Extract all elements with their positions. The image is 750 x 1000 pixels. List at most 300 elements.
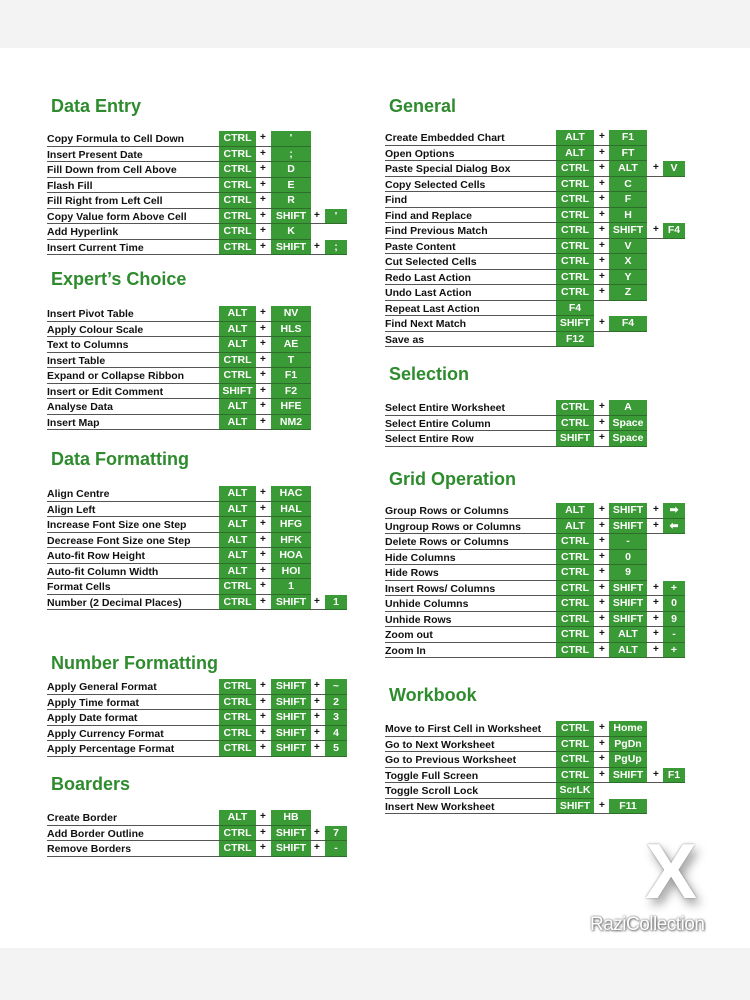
- key-cap: CTRL: [219, 841, 256, 857]
- shortcut-label: Decrease Font Size one Step: [47, 534, 191, 547]
- shortcut-label: Copy Formula to Cell Down: [47, 133, 185, 145]
- plus-sign: +: [653, 643, 659, 655]
- key-cap: CTRL: [556, 285, 594, 301]
- key-cap: ;: [325, 240, 347, 256]
- shortcut-label: Add Hyperlink: [47, 226, 119, 238]
- shortcut-label: Insert Current Time: [47, 241, 144, 254]
- key-cap: -: [325, 841, 347, 857]
- key-cap: SHIFT: [609, 503, 647, 519]
- plus-sign: +: [260, 742, 266, 753]
- key-cap: Home: [609, 721, 647, 737]
- key-cap: ALT: [219, 502, 256, 518]
- row-divider: [385, 580, 647, 581]
- key-cap: CTRL: [219, 353, 256, 369]
- key-cap: V: [609, 239, 647, 255]
- shortcut-label: Find Previous Match: [385, 225, 488, 237]
- row-divider: [385, 207, 647, 208]
- key-cap: ALT: [219, 322, 256, 338]
- shortcut-label: Repeat Last Action: [385, 302, 480, 315]
- plus-sign: +: [260, 353, 266, 365]
- plus-sign: +: [260, 384, 266, 396]
- key-cap: A: [609, 400, 647, 416]
- key-cap: CTRL: [219, 710, 256, 726]
- key-cap: CTRL: [556, 254, 594, 270]
- shortcut-label: Cut Selected Cells: [385, 256, 477, 268]
- plus-sign: +: [599, 131, 605, 142]
- plus-sign: +: [314, 695, 320, 707]
- shortcut-label: Text to Columns: [47, 339, 129, 351]
- key-cap: ALT: [556, 146, 594, 162]
- plus-sign: +: [599, 753, 605, 764]
- key-cap: HB: [271, 810, 311, 826]
- plus-sign: +: [599, 799, 605, 811]
- key-cap: CTRL: [219, 209, 256, 225]
- shortcut-label: Group Rows or Columns: [385, 505, 509, 517]
- key-cap: ALT: [219, 548, 256, 564]
- plus-sign: +: [260, 564, 266, 576]
- plus-sign: +: [653, 768, 659, 780]
- plus-sign: +: [599, 255, 605, 266]
- shortcut-label: Number (2 Decimal Places): [47, 596, 182, 609]
- key-cap: CTRL: [219, 679, 256, 695]
- shortcut-label: Analyse Data: [47, 401, 113, 413]
- key-cap: F1: [663, 768, 685, 784]
- key-cap: CTRL: [556, 565, 594, 581]
- key-cap: HAC: [271, 486, 311, 502]
- shortcut-label: Zoom out: [385, 629, 433, 641]
- plus-sign: +: [599, 566, 605, 577]
- key-cap: CTRL: [556, 768, 594, 784]
- shortcut-label: Unhide Columns: [385, 598, 469, 610]
- key-cap: CTRL: [556, 550, 594, 566]
- key-cap: 2: [325, 695, 347, 711]
- key-cap: CTRL: [219, 147, 256, 163]
- key-cap: ;: [271, 147, 311, 163]
- key-cap: CTRL: [556, 239, 594, 255]
- key-cap: ALT: [219, 337, 256, 353]
- key-cap: Z: [609, 285, 647, 301]
- plus-sign: +: [599, 612, 605, 624]
- key-cap: CTRL: [219, 826, 256, 842]
- shortcut-label: Insert Pivot Table: [47, 308, 134, 320]
- plus-sign: +: [260, 502, 266, 514]
- key-cap: SHIFT: [271, 726, 311, 742]
- plus-sign: +: [260, 518, 266, 529]
- key-cap: ALT: [556, 130, 594, 146]
- plus-sign: +: [599, 628, 605, 639]
- key-cap: 7: [325, 826, 347, 842]
- shortcut-label: Toggle Scroll Lock: [385, 785, 479, 797]
- section-title-number-formatting: Number Formatting: [51, 653, 219, 673]
- shortcut-label: Zoom In: [385, 644, 426, 657]
- key-cap: CTRL: [219, 131, 256, 147]
- key-cap: ALT: [556, 503, 594, 519]
- key-cap: CTRL: [556, 208, 594, 224]
- watermark-logo: X: [645, 827, 698, 915]
- key-cap: 9: [609, 565, 647, 581]
- plus-sign: +: [653, 519, 659, 531]
- key-cap: T: [271, 353, 311, 369]
- plus-sign: +: [599, 737, 605, 749]
- plus-sign: +: [260, 826, 266, 838]
- row-divider: [385, 284, 647, 285]
- key-cap: Space: [609, 416, 647, 432]
- shortcut-label: Auto-fit Column Width: [47, 565, 159, 578]
- section-title-selection: Selection: [389, 364, 470, 384]
- plus-sign: +: [599, 643, 605, 655]
- shortcut-label: Select Entire Worksheet: [385, 402, 506, 414]
- key-cap: HOA: [271, 548, 311, 564]
- plus-sign: +: [599, 416, 605, 428]
- key-cap: -: [609, 534, 647, 550]
- section-title-data-formatting: Data Formatting: [51, 449, 190, 469]
- key-cap: ~: [325, 679, 347, 695]
- row-divider: [385, 253, 647, 254]
- key-cap: F4: [556, 301, 594, 317]
- key-cap: 4: [325, 726, 347, 742]
- shortcut-label: Align Left: [47, 503, 96, 516]
- key-cap: SHIFT: [271, 240, 311, 256]
- row-divider: [385, 751, 647, 752]
- plus-sign: +: [599, 286, 605, 297]
- key-cap: 0: [663, 596, 685, 612]
- row-divider: [385, 736, 647, 737]
- key-cap: SHIFT: [271, 710, 311, 726]
- plus-sign: +: [314, 826, 320, 838]
- shortcut-label: Find Next Match: [385, 318, 467, 330]
- key-cap: F4: [663, 223, 685, 239]
- key-cap: CTRL: [556, 400, 594, 416]
- key-cap: HLS: [271, 322, 311, 338]
- plus-sign: +: [260, 163, 266, 174]
- key-cap: D: [271, 162, 311, 178]
- plus-sign: +: [260, 209, 266, 221]
- plus-sign: +: [260, 338, 266, 349]
- shortcut-label: Add Border Outline: [47, 827, 144, 840]
- plus-sign: +: [599, 432, 605, 443]
- section-title-data-entry: Data Entry: [51, 96, 142, 116]
- key-cap: ALT: [219, 810, 256, 826]
- key-cap: SHIFT: [219, 384, 256, 400]
- plus-sign: +: [653, 597, 659, 608]
- key-cap: ': [271, 131, 311, 147]
- key-cap: Space: [609, 431, 647, 447]
- shortcut-label: Apply Date format: [47, 712, 138, 724]
- key-cap: F: [609, 192, 647, 208]
- plus-sign: +: [260, 194, 266, 205]
- shortcut-label: Ungroup Rows or Columns: [385, 520, 521, 533]
- row-divider: [385, 269, 647, 270]
- plus-sign: +: [260, 726, 266, 738]
- key-cap: SHIFT: [556, 799, 594, 815]
- key-cap: E: [271, 178, 311, 194]
- plus-sign: +: [599, 519, 605, 531]
- key-cap: CTRL: [556, 270, 594, 286]
- key-cap: +: [663, 581, 685, 597]
- section-title-boarders: Boarders: [51, 774, 131, 794]
- shortcut-label: Hide Columns: [385, 551, 456, 564]
- plus-sign: +: [260, 695, 266, 707]
- key-cap: SHIFT: [609, 596, 647, 612]
- key-cap: CTRL: [556, 627, 594, 643]
- key-cap: ALT: [609, 161, 647, 177]
- section-title-general: General: [389, 96, 457, 116]
- key-cap: ALT: [219, 564, 256, 580]
- shortcut-label: Apply Colour Scale: [47, 323, 144, 336]
- key-cap: ⬅: [663, 519, 685, 535]
- row-divider: [385, 222, 647, 223]
- plus-sign: +: [314, 842, 320, 853]
- shortcut-label: Unhide Rows: [385, 613, 452, 626]
- row-divider: [385, 549, 647, 550]
- plus-sign: +: [260, 132, 266, 143]
- plus-sign: +: [260, 178, 266, 190]
- plus-sign: +: [260, 400, 266, 411]
- key-cap: CTRL: [556, 223, 594, 239]
- key-cap: -: [663, 627, 685, 643]
- key-cap: ➡: [663, 503, 685, 519]
- row-divider: [385, 145, 647, 146]
- key-cap: SHIFT: [271, 679, 311, 695]
- shortcut-label: Create Border: [47, 812, 118, 824]
- key-cap: ALT: [219, 517, 256, 533]
- plus-sign: +: [599, 177, 605, 189]
- key-cap: ALT: [609, 643, 647, 659]
- plus-sign: +: [260, 711, 266, 722]
- key-cap: F12: [556, 332, 594, 348]
- key-cap: CTRL: [219, 741, 256, 757]
- key-cap: HFG: [271, 517, 311, 533]
- key-cap: NV: [271, 306, 311, 322]
- shortcut-label: Fill Right from Left Cell: [47, 195, 163, 207]
- section-title-workbook: Workbook: [389, 685, 477, 705]
- shortcut-label: Increase Font Size one Step: [47, 519, 187, 531]
- key-cap: HFK: [271, 533, 311, 549]
- plus-sign: +: [260, 369, 266, 380]
- key-cap: CTRL: [556, 192, 594, 208]
- row-divider: [385, 300, 647, 301]
- plus-sign: +: [260, 415, 266, 427]
- plus-sign: +: [599, 768, 605, 780]
- key-cap: SHIFT: [609, 612, 647, 628]
- plus-sign: +: [653, 628, 659, 639]
- plus-sign: +: [599, 270, 605, 282]
- plus-sign: +: [653, 224, 659, 235]
- key-cap: 1: [325, 595, 347, 611]
- key-cap: SHIFT: [271, 841, 311, 857]
- key-cap: CTRL: [556, 752, 594, 768]
- shortcut-label: Create Embedded Chart: [385, 132, 505, 144]
- shortcut-label: Insert Rows/ Columns: [385, 582, 496, 595]
- key-cap: Y: [609, 270, 647, 286]
- key-cap: +: [663, 643, 685, 659]
- shortcut-label: Hide Rows: [385, 567, 439, 579]
- shortcut-label: Auto-fit Row Height: [47, 550, 145, 562]
- key-cap: 5: [325, 741, 347, 757]
- plus-sign: +: [599, 504, 605, 515]
- shortcut-label: Insert or Edit Comment: [47, 385, 164, 398]
- plus-sign: +: [260, 580, 266, 591]
- key-cap: CTRL: [556, 612, 594, 628]
- row-divider: [385, 160, 647, 161]
- key-cap: 9: [663, 612, 685, 628]
- shortcut-label: Fill Down from Cell Above: [47, 164, 177, 176]
- watermark-brand: RaziCollection: [590, 914, 705, 935]
- plus-sign: +: [653, 581, 659, 593]
- key-cap: PgDn: [609, 737, 647, 753]
- key-cap: CTRL: [219, 579, 256, 595]
- key-cap: F1: [271, 368, 311, 384]
- section-title-grid-operation: Grid Operation: [389, 469, 517, 489]
- shortcut-label: Format Cells: [47, 581, 111, 593]
- key-cap: CTRL: [556, 534, 594, 550]
- key-cap: H: [609, 208, 647, 224]
- key-cap: CTRL: [556, 416, 594, 432]
- plus-sign: +: [599, 581, 605, 593]
- key-cap: CTRL: [556, 737, 594, 753]
- key-cap: SHIFT: [556, 431, 594, 447]
- key-cap: K: [271, 224, 311, 240]
- shortcut-label: Copy Selected Cells: [385, 178, 486, 191]
- key-cap: AE: [271, 337, 311, 353]
- shortcut-label: Select Entire Column: [385, 417, 491, 430]
- plus-sign: +: [599, 239, 605, 251]
- row-divider: [385, 767, 647, 768]
- key-cap: ALT: [556, 519, 594, 535]
- key-cap: R: [271, 193, 311, 209]
- plus-sign: +: [599, 550, 605, 562]
- plus-sign: +: [260, 147, 266, 159]
- plus-sign: +: [314, 680, 320, 691]
- shortcut-label: Insert Map: [47, 416, 100, 429]
- plus-sign: +: [599, 722, 605, 733]
- key-cap: HOI: [271, 564, 311, 580]
- key-cap: ': [325, 209, 347, 225]
- key-cap: ScrLK: [556, 783, 594, 799]
- plus-sign: +: [599, 146, 605, 158]
- shortcut-label: Move to First Cell in Worksheet: [385, 723, 542, 735]
- key-cap: SHIFT: [271, 209, 311, 225]
- key-cap: SHIFT: [556, 316, 594, 332]
- shortcut-label: Expand or Collapse Ribbon: [47, 370, 185, 382]
- shortcut-label: Delete Rows or Columns: [385, 536, 509, 548]
- key-cap: F1: [609, 130, 647, 146]
- row-divider: [385, 446, 647, 447]
- key-cap: SHIFT: [609, 581, 647, 597]
- key-cap: CTRL: [219, 695, 256, 711]
- plus-sign: +: [260, 322, 266, 334]
- shortcut-label: Toggle Full Screen: [385, 769, 479, 782]
- plus-sign: +: [314, 726, 320, 738]
- key-cap: CTRL: [219, 178, 256, 194]
- key-cap: CTRL: [219, 224, 256, 240]
- shortcut-label: Go to Previous Worksheet: [385, 754, 517, 766]
- plus-sign: +: [260, 680, 266, 691]
- key-cap: CTRL: [219, 193, 256, 209]
- row-divider: [385, 331, 647, 332]
- row-divider: [385, 430, 647, 431]
- row-divider: [385, 813, 647, 814]
- section-title-expert-s-choice: Expert’s Choice: [51, 269, 187, 289]
- plus-sign: +: [260, 225, 266, 236]
- plus-sign: +: [314, 711, 320, 722]
- plus-sign: +: [599, 597, 605, 608]
- key-cap: CTRL: [556, 161, 594, 177]
- shortcut-label: Redo Last Action: [385, 271, 471, 284]
- shortcut-label: Paste Content: [385, 240, 456, 253]
- key-cap: CTRL: [219, 162, 256, 178]
- shortcut-label: Apply General Format: [47, 681, 157, 693]
- key-cap: HFE: [271, 399, 311, 415]
- key-cap: CTRL: [556, 643, 594, 659]
- shortcut-label: Apply Time format: [47, 696, 139, 709]
- shortcut-label: Paste Special Dialog Box: [385, 163, 511, 175]
- shortcut-label: Insert Present Date: [47, 148, 143, 161]
- key-cap: CTRL: [219, 240, 256, 256]
- key-cap: X: [609, 254, 647, 270]
- key-cap: CTRL: [556, 596, 594, 612]
- key-cap: V: [663, 161, 685, 177]
- plus-sign: +: [599, 535, 605, 546]
- key-cap: ALT: [219, 486, 256, 502]
- plus-sign: +: [260, 307, 266, 318]
- row-divider: [385, 415, 647, 416]
- shortcut-label: Remove Borders: [47, 843, 132, 855]
- plus-sign: +: [314, 240, 320, 252]
- key-cap: CTRL: [556, 581, 594, 597]
- key-cap: CTRL: [556, 177, 594, 193]
- shortcut-label: Align Centre: [47, 488, 110, 500]
- shortcut-label: Flash Fill: [47, 179, 93, 192]
- key-cap: SHIFT: [609, 223, 647, 239]
- key-cap: CTRL: [556, 721, 594, 737]
- plus-sign: +: [314, 209, 320, 221]
- key-cap: 0: [609, 550, 647, 566]
- key-cap: F4: [609, 316, 647, 332]
- plus-sign: +: [260, 533, 266, 545]
- plus-sign: +: [260, 549, 266, 560]
- key-cap: ALT: [609, 627, 647, 643]
- shortcut-label: Select Entire Row: [385, 433, 474, 445]
- shortcut-label: Find: [385, 194, 408, 206]
- key-cap: ALT: [219, 399, 256, 415]
- key-cap: CTRL: [219, 368, 256, 384]
- plus-sign: +: [599, 208, 605, 220]
- key-cap: 1: [271, 579, 311, 595]
- key-cap: SHIFT: [609, 519, 647, 535]
- key-cap: NM2: [271, 415, 311, 431]
- plus-sign: +: [260, 487, 266, 498]
- key-cap: 3: [325, 710, 347, 726]
- key-cap: CTRL: [219, 595, 256, 611]
- key-cap: SHIFT: [271, 595, 311, 611]
- plus-sign: +: [599, 162, 605, 173]
- key-cap: SHIFT: [609, 768, 647, 784]
- row-divider: [385, 191, 647, 192]
- key-cap: HAL: [271, 502, 311, 518]
- shortcut-label: Insert New Worksheet: [385, 800, 495, 813]
- plus-sign: +: [260, 595, 266, 607]
- plus-sign: +: [260, 811, 266, 822]
- shortcut-label: Apply Percentage Format: [47, 743, 175, 755]
- plus-sign: +: [653, 504, 659, 515]
- plus-sign: +: [653, 612, 659, 624]
- plus-sign: +: [314, 595, 320, 607]
- key-cap: SHIFT: [271, 741, 311, 757]
- shortcut-label: Go to Next Worksheet: [385, 738, 495, 751]
- key-cap: ALT: [219, 415, 256, 431]
- key-cap: ALT: [219, 306, 256, 322]
